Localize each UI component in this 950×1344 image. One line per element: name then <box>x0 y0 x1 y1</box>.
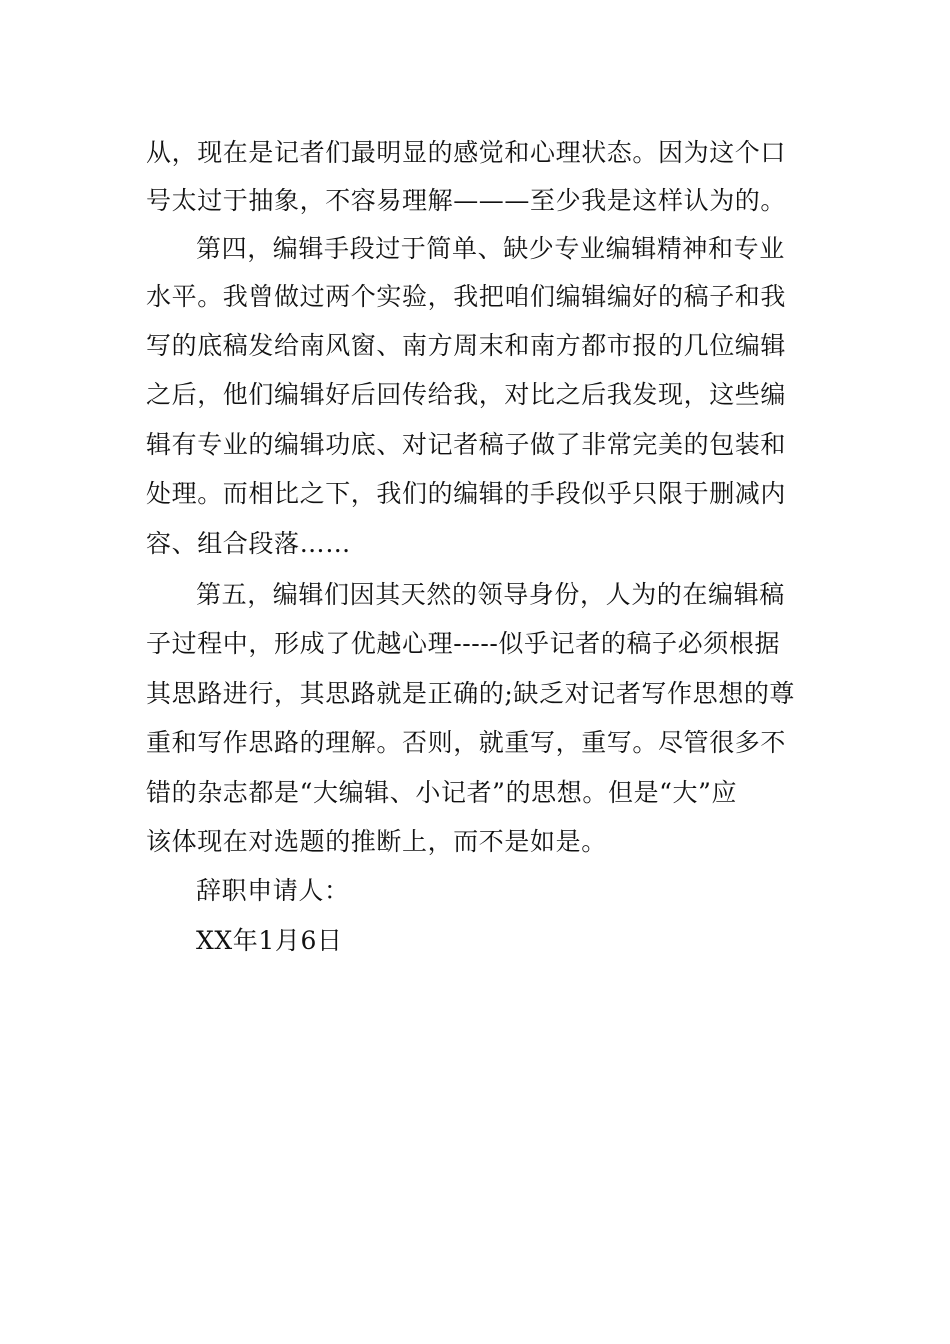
paragraph-4-start: 第四，编辑手段过于简单、缺少专业编辑精神和专业 <box>196 234 785 263</box>
text-line: 水平。我曾做过两个实验，我把咱们编辑编好的稿子和我 <box>146 282 787 311</box>
text-line: 容、组合段落…… <box>146 529 351 558</box>
text-line: 重和写作思路的理解。否则，就重写，重写。尽管很多不 <box>146 728 787 757</box>
signature-label: 辞职申请人： <box>196 876 350 905</box>
text-line: 该体现在对选题的推断上，而不是如是。 <box>146 827 607 856</box>
date-line: XX年1月6日 <box>196 926 343 955</box>
text-line: 子过程中，形成了优越心理-----似乎记者的稿子必须根据 <box>146 629 781 658</box>
text-line: 辑有专业的编辑功底、对记者稿子做了非常完美的包装和 <box>146 430 787 459</box>
text-line: 从，现在是记者们最明显的感觉和心理状态。因为这个口 <box>146 138 787 167</box>
paragraph-5-start: 第五，编辑们因其天然的领导身份，人为的在编辑稿 <box>196 580 785 609</box>
text-line: 处理。而相比之下，我们的编辑的手段似乎只限于删减内 <box>146 479 787 508</box>
text-line: 之后，他们编辑好后回传给我，对比之后我发现，这些编 <box>146 380 787 409</box>
text-line: 错的杂志都是“大编辑、小记者”的思想。但是“大”应 <box>146 778 738 807</box>
text-line: 写的底稿发给南风窗、南方周末和南方都市报的几位编辑 <box>146 331 787 360</box>
text-line: 号太过于抽象，不容易理解———至少我是这样认为的。 <box>146 186 787 215</box>
text-line: 其思路进行，其思路就是正确的;缺乏对记者写作思想的尊 <box>146 679 796 708</box>
